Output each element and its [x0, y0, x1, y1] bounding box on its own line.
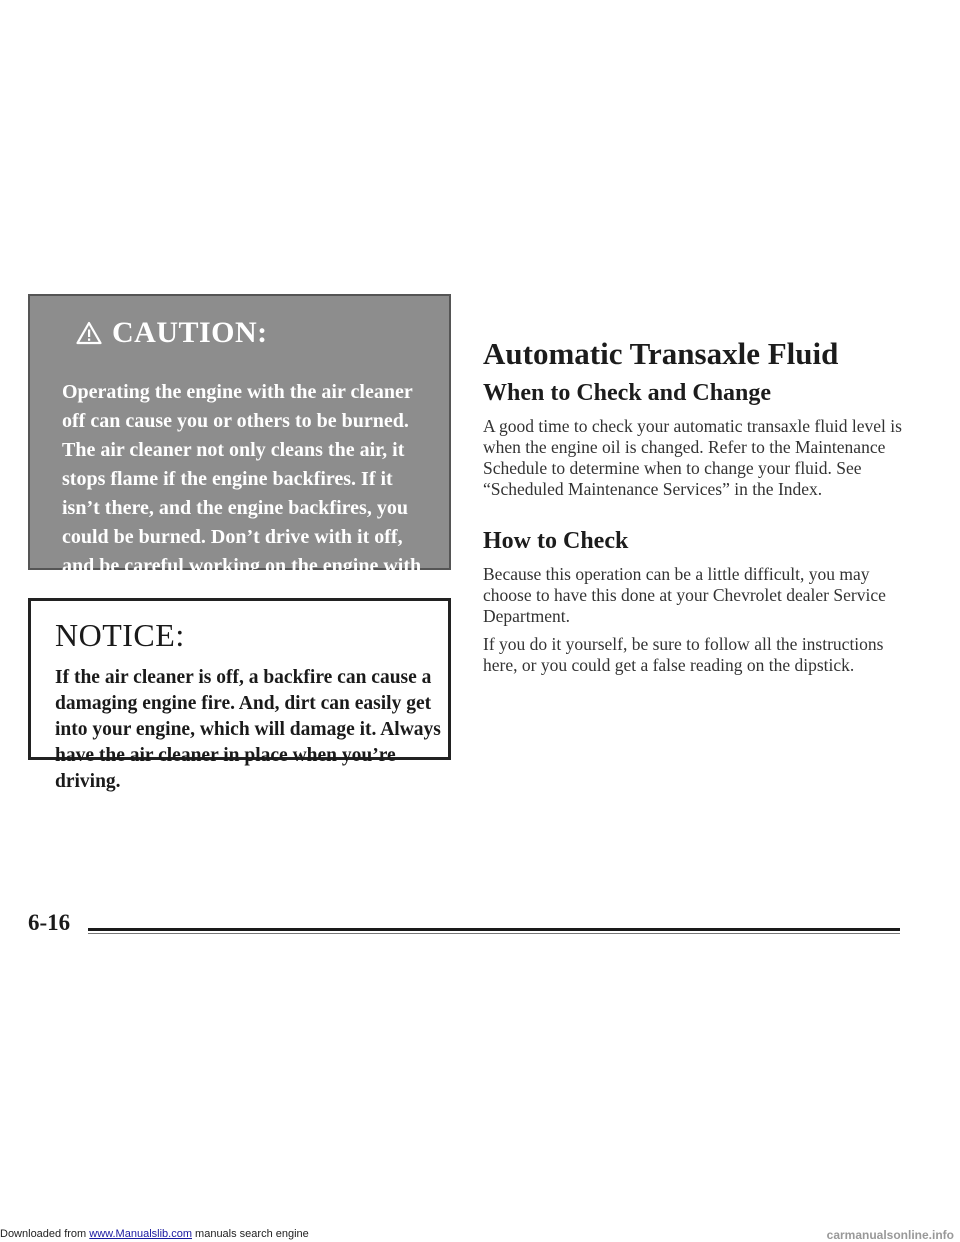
subheading-how-to-check: How to Check [483, 528, 629, 554]
source-suffix: manuals search engine [191, 1228, 309, 1240]
paragraph-how-to-check: Because this operation can be a little difficult, you may choose to have this done at your Chevrolet dealer Service Department. [483, 564, 886, 626]
watermark: carmanualsonline.info [826, 1228, 954, 1242]
page-number: 6-16 [28, 910, 71, 935]
source-link[interactable]: www.Manualslib.com [89, 1228, 192, 1240]
paragraph-do-it-yourself: If you do it yourself, be sure to follow all the instructions here, or you could get a false reading on the dipstick. [483, 634, 884, 675]
notice-title: NOTICE: [55, 617, 185, 653]
caution-text: Operating the engine with the air cleaner off can cause you or others to be burned. The air cleaner not only cleans the air, it stops flame if the engine backfires. If it isn’t there, and the engine backfires, you could be burned. Don’t drive with it off, and be careful working on the engine with the air cleaner off. [62, 381, 422, 606]
subheading-when-to-check: When to Check and Change [483, 380, 772, 406]
notice-text: If the air cleaner is off, a backfire can cause a damaging engine fire. And, dirt can easily get into your engine, which will damage it. Always have the air cleaner in place when you’re driving. [55, 667, 441, 792]
section-title: Automatic Transaxle Fluid [483, 336, 839, 371]
notice-box [28, 598, 451, 792]
caution-box [28, 294, 451, 606]
source-line [0, 1228, 309, 1240]
source-prefix: Downloaded from [0, 1228, 90, 1240]
caution-title: CAUTION: [112, 316, 268, 349]
footer-rule [88, 928, 900, 931]
footer-rule-thin [88, 933, 900, 934]
caution-heading [76, 316, 268, 350]
paragraph-when-to-check: A good time to check your automatic transaxle fluid level is when the engine oil is changed. Refer to the Maintenance Schedule to determine when to change your fluid. See “Scheduled Maintenance Services” in the Index. [483, 416, 902, 499]
warning-triangle-icon [76, 321, 102, 345]
